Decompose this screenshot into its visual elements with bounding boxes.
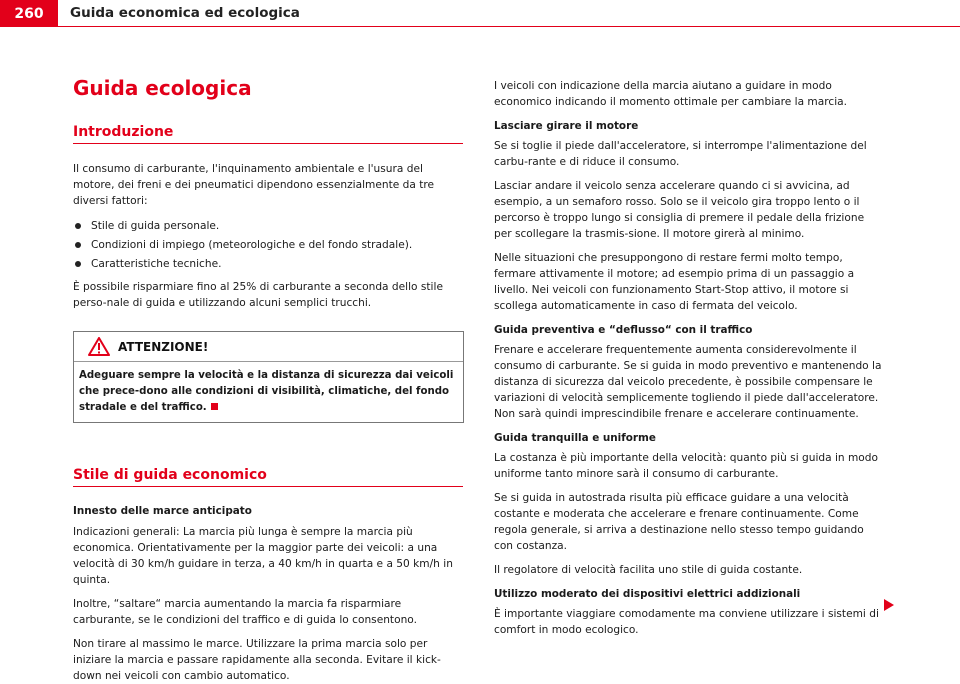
- gear-indicator-text: I veicoli con indicazione della marcia aiutano a guidare in modo economico indicando il momento ottimale per cambiare la marcia.: [494, 80, 847, 108]
- preventive-subheading: Guida preventiva e “deflusso“ con il traffico: [494, 324, 753, 336]
- left-column: [73, 124, 463, 684]
- section-title: Guida ecologica: [73, 76, 252, 100]
- factor-list: [73, 218, 463, 272]
- saving-text: È possibile risparmiare fino al 25% di carburante a seconda dello stile perso-nale di guida e utilizzando alcuni semplici trucchi.: [73, 281, 443, 309]
- gear-text-2: Inoltre, “saltare“ marcia aumentando la marcia fa risparmiare carburante, se le condizioni del traffico e di guida lo consentono.: [73, 598, 417, 626]
- gear-text-3: Non tirare al massimo le marce. Utilizzare la prima marcia solo per iniziare la marcia e passare rapidamente alla seconda. Evitare il kick-down nei veicoli con cambio automatico.: [73, 638, 441, 682]
- electric-subheading: Utilizzo moderato dei dispositivi elettrici addizionali: [494, 588, 801, 600]
- page-header: [0, 0, 960, 27]
- motor-text-1: Se si toglie il piede dall'acceleratore, si interrompe l'alimentazione del carbu-rante e di riduce il consumo.: [494, 140, 867, 168]
- next-page-arrow-icon: [883, 598, 895, 612]
- warning-box: [73, 331, 464, 423]
- motor-text-2: Lasciar andare il veicolo senza accelerare quando ci si avvicina, ad esempio, a un semaforo rosso. Solo se il veicolo gira troppo lento o il percorso è troppo lungo si consiglia di premere il pedale della frizione per scollegare la trasmis-sione. Il motore girerà al minimo.: [494, 180, 865, 240]
- preventive-text: Frenare e accelerare frequentemente aumenta considerevolmente il consumo di carburante. Se si guida in modo preventivo e mantenendo la distanza di sicurezza dal veicolo precedente, è possibile compensare le variazioni di velocità semplicemente togliendo il piede dall'acceleratore. Non sarà quindi imprescindibile frenare e accelerare continuamente.: [494, 344, 882, 420]
- warning-text: Adeguare sempre la velocità e la distanza di sicurezza dai veicoli che prece-dono alle condizioni di visibilità, climatiche, del fondo stradale e del traffico.: [79, 370, 454, 413]
- electric-text: È importante viaggiare comodamente ma conviene utilizzare i sistemi di comfort in modo ecologico.: [494, 608, 879, 636]
- motor-subheading: Lasciare girare il motore: [494, 120, 639, 132]
- warning-body: [74, 362, 463, 422]
- calm-subheading: Guida tranquilla e uniforme: [494, 432, 656, 444]
- gear-text-1: Indicazioni generali: La marcia più lunga è sempre la marcia più economica. Orientativamente per la maggior parte dei veicoli: a una velocità di 30 km/h guidare in terza, a 40 km/h in quarta e a 50 km/h in quinta.: [73, 526, 453, 586]
- calm-text-1: La costanza è più importante della velocità: quanto più si guida in modo uniforme tanto minore sarà il consumo di carburante.: [494, 452, 878, 480]
- calm-text-2: Se si guida in autostrada risulta più efficace guidare a una velocità costante e moderata che accelerare e frenare continuamente. Come regola generale, si arriva a destinazione nello stesso tempo guidando con costanza.: [494, 492, 864, 552]
- warning-header: [74, 332, 463, 362]
- list-item: Condizioni di impiego (meteorologiche e del fondo stradale).: [73, 237, 463, 253]
- bullet-icon: [75, 223, 81, 229]
- header-rule: [0, 26, 960, 27]
- warning-title: ATTENZIONE!: [118, 339, 209, 354]
- bullet-icon: [75, 242, 81, 248]
- end-marker-icon: [211, 403, 218, 410]
- bullet-icon: [75, 261, 81, 267]
- calm-text-3: Il regolatore di velocità facilita uno stile di guida costante.: [494, 564, 803, 576]
- motor-text-3: Nelle situazioni che presuppongono di restare fermi molto tempo, fermare attivamente il motore; ad esempio prima di un passaggio a livello. Nei veicoli con funzionamento Start-Stop attivo, il motore si scollega automaticamente in caso di fermata del veicolo.: [494, 252, 855, 312]
- page-number: 260: [0, 0, 58, 27]
- intro-text: Il consumo di carburante, l'inquinamento ambientale e l'usura del motore, dei freni e dei pneumatici dipendono essenzialmente da tre diversi fattori:: [73, 163, 434, 207]
- style-heading: Stile di guida economico: [73, 467, 463, 487]
- gear-subheading: Innesto delle marce anticipato: [73, 505, 252, 517]
- right-column: [494, 78, 884, 638]
- intro-heading: Introduzione: [73, 124, 463, 144]
- list-item: Caratteristiche tecniche.: [73, 256, 463, 272]
- chapter-title: Guida economica ed ecologica: [70, 5, 300, 21]
- warning-triangle-icon: [88, 337, 110, 356]
- list-item: Stile di guida personale.: [73, 218, 463, 234]
